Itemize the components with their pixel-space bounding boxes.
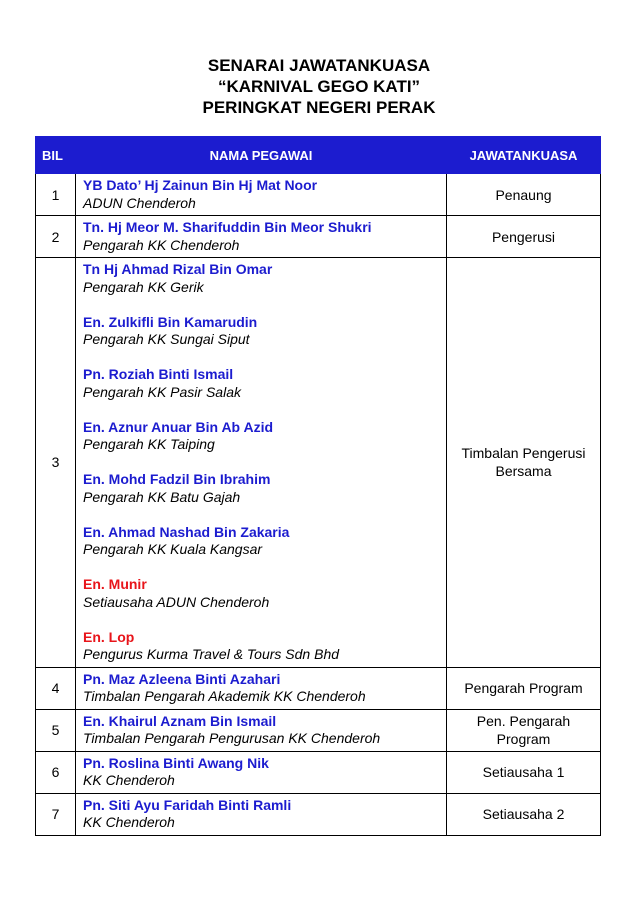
list-item xyxy=(83,314,446,349)
officer-position: Pengarah KK Gerik xyxy=(83,278,204,295)
row-number: 5 xyxy=(36,709,76,751)
officer-position: Pengarah KK Pasir Salak xyxy=(83,383,241,400)
officer-name: Tn. Hj Meor M. Sharifuddin Bin Meor Shukri xyxy=(83,219,372,235)
document-title xyxy=(0,55,638,118)
header-jawatankuasa: JAWATANKUASA xyxy=(447,137,601,174)
officer-position: Pengarah KK Batu Gajah xyxy=(83,488,241,505)
officer-position: Setiausaha ADUN Chenderoh xyxy=(83,593,270,610)
list-item xyxy=(83,419,446,454)
officer-position: Pengarah KK Sungai Siput xyxy=(83,331,250,347)
row-number: 3 xyxy=(36,258,76,668)
officer-list xyxy=(76,751,447,793)
committee-role: Timbalan Pengerusi Bersama xyxy=(447,258,601,668)
table-header-row xyxy=(36,137,601,174)
list-item xyxy=(83,471,446,506)
officer-position: Pengarah KK Kuala Kangsar xyxy=(83,541,263,557)
officer-name: En. Munir xyxy=(83,576,147,592)
row-number: 4 xyxy=(36,667,76,709)
officer-name: YB Dato’ Hj Zainun Bin Hj Mat Noor xyxy=(83,177,318,193)
title-line-2: “KARNIVAL GEGO KATI” xyxy=(217,77,421,96)
row-number: 1 xyxy=(36,174,76,216)
list-item xyxy=(83,219,446,254)
table-row xyxy=(36,751,601,793)
officer-position: Pengarah KK Chenderoh xyxy=(83,236,240,253)
table-row xyxy=(36,258,601,668)
committee-role: Pengerusi xyxy=(447,216,601,258)
list-item xyxy=(83,524,446,559)
list-item xyxy=(83,629,446,664)
list-item xyxy=(83,671,446,706)
officer-name: En. Zulkifli Bin Kamarudin xyxy=(83,313,258,330)
table-row xyxy=(36,667,601,709)
row-number: 6 xyxy=(36,751,76,793)
officer-name: En. Ahmad Nashad Bin Zakaria xyxy=(83,523,290,540)
officer-name: Tn Hj Ahmad Rizal Bin Omar xyxy=(83,261,273,277)
committee-role: Setiausaha 1 xyxy=(447,751,601,793)
officer-position: KK Chenderoh xyxy=(83,772,175,788)
committee-role: Pengarah Program xyxy=(447,667,601,709)
table-row xyxy=(36,793,601,835)
list-item xyxy=(83,713,446,748)
list-item xyxy=(83,366,446,401)
list-item xyxy=(83,797,446,832)
officer-name: En. Khairul Aznam Bin Ismail xyxy=(83,712,277,729)
table-row xyxy=(36,216,601,258)
officer-list xyxy=(76,709,447,751)
officer-list xyxy=(76,258,447,668)
officer-name: Pn. Maz Azleena Binti Azahari xyxy=(83,670,281,687)
list-item xyxy=(83,261,446,296)
table-body xyxy=(36,174,601,836)
list-item xyxy=(83,576,446,611)
committee-role: Pen. Pengarah Program xyxy=(447,709,601,751)
header-bil: BIL xyxy=(36,137,76,174)
officer-list xyxy=(76,216,447,258)
officer-position: Timbalan Pengarah Akademik KK Chenderoh xyxy=(83,688,366,704)
officer-position: Pengarah KK Taiping xyxy=(83,436,215,452)
officer-list xyxy=(76,667,447,709)
row-number: 2 xyxy=(36,216,76,258)
officer-name: Pn. Roziah Binti Ismail xyxy=(83,366,234,382)
officer-position: Timbalan Pengarah Pengurusan KK Chenderoh xyxy=(83,730,381,746)
officer-position: KK Chenderoh xyxy=(83,814,175,830)
table-row xyxy=(36,709,601,751)
row-number: 7 xyxy=(36,793,76,835)
committee-role: Setiausaha 2 xyxy=(447,793,601,835)
officer-name: Pn. Roslina Binti Awang Nik xyxy=(83,754,269,771)
officer-position: Pengurus Kurma Travel & Tours Sdn Bhd xyxy=(83,646,340,662)
officer-name: Pn. Siti Ayu Faridah Binti Ramli xyxy=(83,796,292,813)
table-row xyxy=(36,174,601,216)
committee-table xyxy=(35,136,601,836)
header-nama-pegawai: NAMA PEGAWAI xyxy=(76,137,447,174)
officer-list xyxy=(76,174,447,216)
list-item xyxy=(83,755,446,790)
list-item xyxy=(83,177,446,212)
title-line-3: PERINGKAT NEGERI PERAK xyxy=(202,98,436,117)
officer-list xyxy=(76,793,447,835)
officer-name: En. Mohd Fadzil Bin Ibrahim xyxy=(83,471,271,487)
officer-name: En. Aznur Anuar Bin Ab Azid xyxy=(83,418,274,435)
committee-role: Penaung xyxy=(447,174,601,216)
officer-position: ADUN Chenderoh xyxy=(83,194,196,211)
title-line-1: SENARAI JAWATANKUASA xyxy=(207,56,431,75)
officer-name: En. Lop xyxy=(83,628,135,645)
